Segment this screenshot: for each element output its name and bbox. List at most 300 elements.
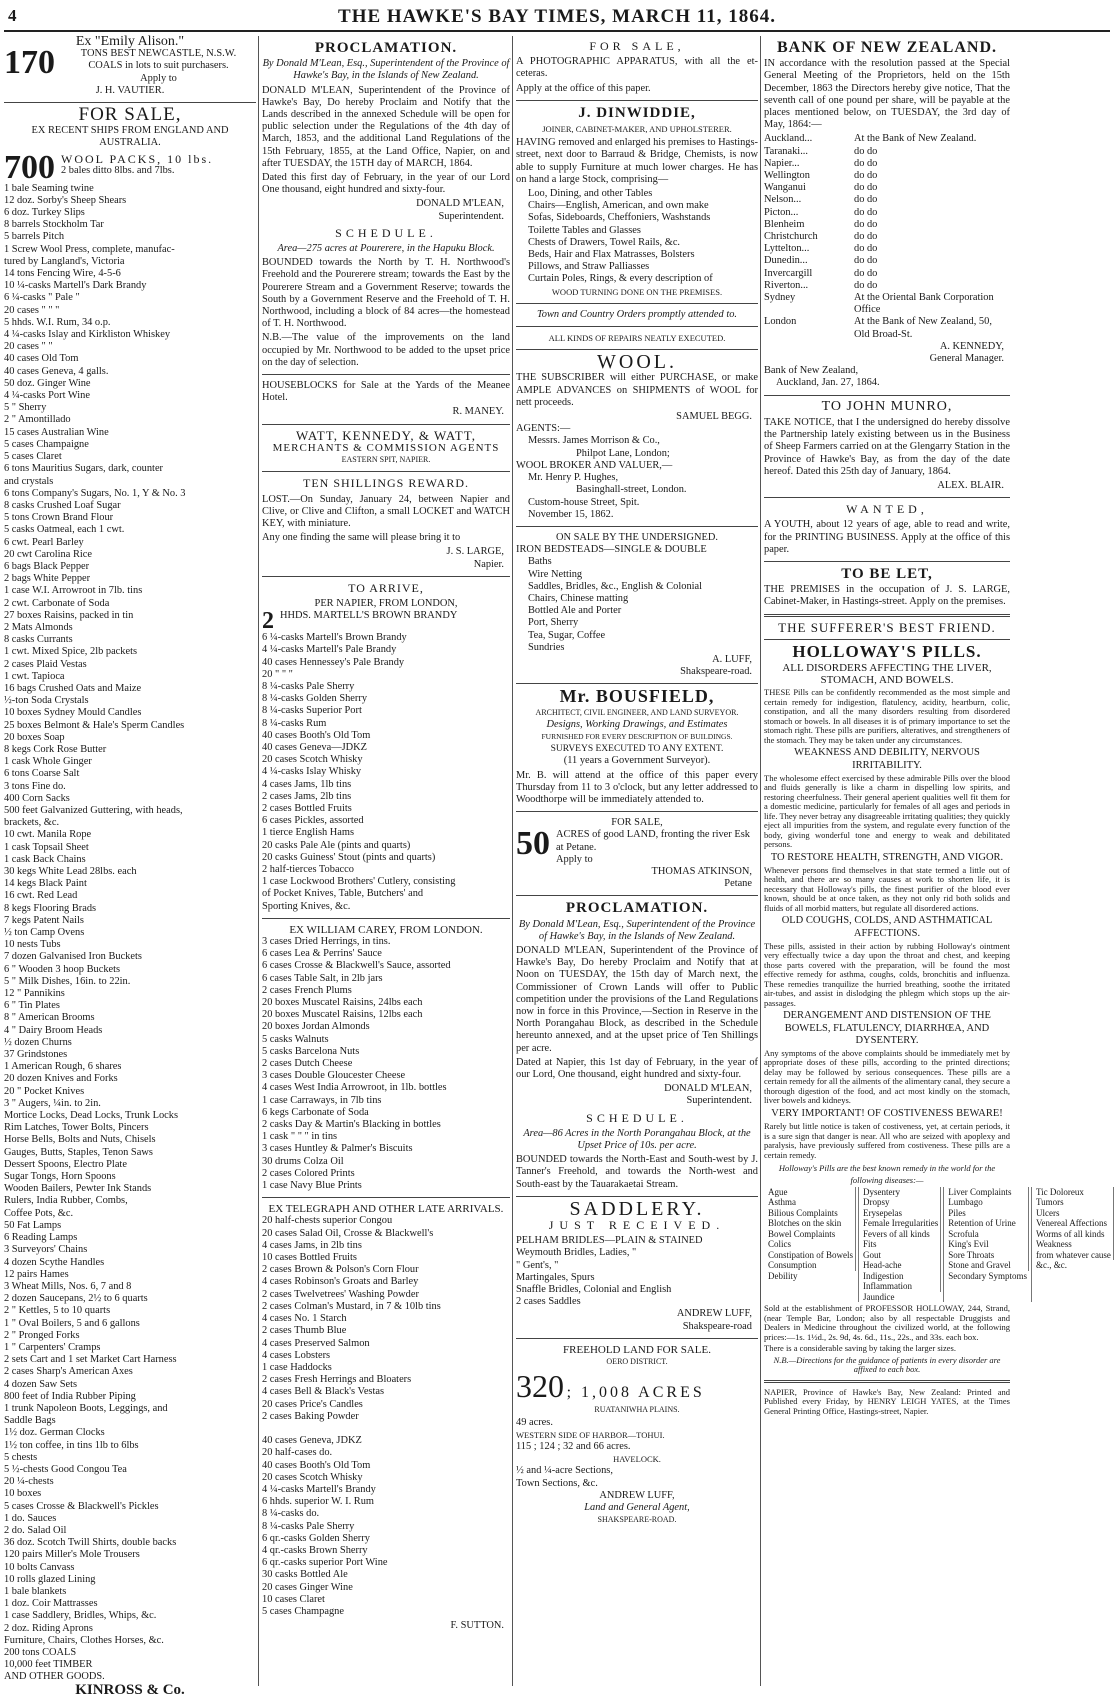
telegraph-item: 20 half-cases do. [262,1447,333,1459]
goods-item: 1 cask Back Chains [4,853,86,865]
disease-item: Bowel Complaints [766,1229,856,1240]
holloway-subheading-2: WEAKNESS AND DEBILITY, NERVOUS IRRITABILITY. [794,747,980,771]
carey-item: 5 casks Walnuts [262,1033,329,1045]
atkinson-signature-place: Petane [724,878,752,890]
disease-item: Jaundice [863,1291,895,1302]
telegraph-item: 4 cases Preserved Salmon [262,1337,370,1349]
arrive-item: 20 casks Guiness' Stout (pints and quarts) [262,851,436,863]
wool-body: THE SUBSCRIBER will either PURCHASE, or make AMPLE ADVANCES on SHIPMENTS of WOOL for nett proceeds. [516,372,758,408]
coal-ad-line: Apply to [140,72,177,84]
proclamation2-byline: By Donald M'Lean, Esq., Superintendent of the Province of Hawke's Bay, in the Islands of New Zealand. [518,918,756,942]
freehold-line: 49 acres. [516,1416,553,1428]
telegraph-item: 2 cases Twelvetrees' Washing Powder [262,1288,419,1300]
disease-item: Ague [766,1187,856,1198]
saddlery-item: PELHAM BRIDLES—PLAIN & STAINED [516,1235,703,1247]
munro-body: TAKE NOTICE, that I the undersigned do hereby dissolve the Partnership lately existing between us in the Business of Sheep Farmers carried on at the Glengarry Station in the Province of Hawke's Bay, as from the day of the date hereof. Dated this 25th day of January, 1864. [764,416,1010,477]
saddlery-item: Snaffle Bridles, Colonial and English [516,1284,672,1296]
goods-item: 8 barrels Stockholm Tar [4,219,104,231]
goods-item: Rulers, India Rubber, Combs, [4,1195,128,1207]
dinwiddie-stock [516,188,758,286]
stock-item: Beds, Hair and Flax Matrasses, Bolsters [528,249,695,261]
munro-heading: TO JOHN MUNRO, [821,398,953,414]
proclamation-byline: By Donald M'Lean, Esq., Superintendent of the Province of Hawke's Bay, in the Islands of New Zealand. [262,58,510,82]
bank-location-row [764,231,1010,243]
arrive-item: 2 half-tierces Tobacco [262,863,354,875]
disease-item: Fits [861,1239,941,1250]
bousfield-years: (11 years a Government Surveyor). [563,755,711,767]
wool-agent-line: Messrs. James Morrison & Co., [528,435,660,447]
telegraph-item: 20 cases Price's Candles [262,1398,363,1410]
bank-signature: A. KENNEDY, [939,340,1004,352]
carey-item: 2 casks Day & Martin's Blacking in bottles [262,1119,441,1131]
proclamation-heading: PROCLAMATION. [314,40,458,56]
bank-location-detail: At the Bank of New Zealand, 50, Old Broad-St. [854,316,992,340]
disease-item: Consumption [766,1260,856,1271]
goods-item: 4 ¼-casks Port Wine [4,390,90,402]
goods-item: 5 cases Crosse & Blackwell's Pickles [4,1500,159,1512]
freehold-plains: RUATANIWHA PLAINS. [594,1405,680,1415]
goods-item: ½-ton Soda Crystals [4,695,89,707]
holloway-paragraph: Any symptoms of the above complaints should be immediately met by appropriate doses of these pills, according to the printed directions; delay may be followed by serious consequences. These pills are a certain remedy for all the ailments of the alimentary canal, they secure a thorough digestion of the food, and act most kindly on the stomach, liver bowels and kidneys. [764,1047,1010,1106]
wool-agent-line: Philpot Lane, London; [576,447,670,459]
proclamation-signature-title: Superintendent. [438,210,504,222]
luff-body: IRON BEDSTEADS—SINGLE & DOUBLE [516,544,707,556]
reward-heading: TEN SHILLINGS REWARD. [303,476,469,491]
holloway-paragraph: THESE Pills can be confidently recommended as the most simple and certain remedy for indigestion, flatulency, acidity, heartburn, colic, constipation, and all the many disorders resulting from disordered stomach or bowels. In all diseases it is of primary importance to set the stomach right. These pills are purifiers, alteratives, and strengtheners of the stomach. They may be taken under any circumstances. [764,687,1010,745]
arrive-item: 2 cases Jams, 2lb tins [262,790,352,802]
holloway-subheading-4: OLD COUGHS, COLDS, AND ASTHMATICAL AFFECTIONS. [781,915,993,939]
carey-item: 3 cases Huntley & Palmer's Biscuits [262,1143,413,1155]
arrive-item: 8 ¼-casks Golden Sherry [262,693,368,705]
proclamation-signature: DONALD M'LEAN, [416,198,504,210]
freehold-signature: ANDREW LUFF, [599,1489,675,1501]
arrive-heading: TO ARRIVE, [348,580,424,595]
goods-item: 5 " Milk Dishes, 16in. to 22in. [4,975,131,987]
freehold-line: Town Sections, &c. [516,1477,598,1489]
goods-item: 1 " Carpenters' Cramps [4,1341,101,1353]
goods-item: Saddle Bags [4,1415,56,1427]
bank-location-row [764,146,1010,158]
goods-item: 1½ doz. German Clocks [4,1427,105,1439]
carey-item: 4 cases West India Arrowroot, in 1lb. bottles [262,1082,447,1094]
dinwiddie-heading: J. DINWIDDIE, [578,104,696,121]
goods-item: 200 tons COALS [4,1647,77,1658]
holloway-subheading: ALL DISORDERS AFFECTING THE LIVER, STOMACH, AND BOWELS. [782,661,992,687]
goods-item: AND OTHER GOODS. [4,1671,105,1683]
arrive-subheading: PER NAPIER, FROM LONDON, [314,597,458,609]
bank-location-detail: do do [854,194,878,206]
disease-item: Constipation of Bowels [766,1250,856,1261]
goods-item: 5 barrels Pitch [4,231,65,243]
goods-item: 36 doz. Scotch Twill Shirts, double backs [4,1537,177,1549]
goods-item: 20 cases " " " [4,304,60,316]
luff-item: Port, Sherry [528,617,579,629]
disease-item: from whatever cause [1034,1250,1114,1261]
carey-item: 3 cases Dried Herrings, in tins. [262,936,391,947]
disease-column [1032,1187,1116,1303]
disease-item: Colics [766,1239,856,1250]
bank-location-detail: At the Bank of New Zealand. [854,133,977,145]
carey-item: 3 cases Double Gloucester Cheese [262,1070,406,1082]
luff-item: Tea, Sugar, Coffee [528,629,606,641]
freehold-number: 320 [516,1368,564,1405]
disease-item: King's Evil [946,1239,1029,1250]
goods-item: 5 ½-chests Good Congou Tea [4,1463,127,1475]
goods-item: 120 pairs Miller's Mole Trousers [4,1549,140,1561]
goods-item: 16 cwt. Red Lead [4,890,78,902]
proclamation-body: DONALD M'LEAN, Superintendent of the Province of Hawke's Bay, Do hereby Proclaim and Notify that the Lands described in the annexed Schedule will be open for public selection under the Regulations of the 4th day of March, 1853, and the additional Land Regulations of the 15th February, 1855, at the Land Office, Napier, on and after TUESDAY, the 15TH day of MARCH, 1864. [262,84,510,169]
disease-item: Dropsy [861,1197,941,1208]
disease-item: Ulcers [1034,1208,1114,1219]
goods-item: 7 dozen Galvanised Iron Buckets [4,951,142,963]
carey-item: 5 casks Barcelona Nuts [262,1045,360,1057]
atkinson-heading: FOR SALE, [611,817,663,829]
disease-item: Blotches on the skin [766,1218,856,1229]
goods-item: 20 boxes Soap [4,731,65,743]
goods-item: 2 Mats Almonds [4,621,73,633]
goods-item: 3 Wheat Mills, Nos. 6, 7 and 8 [4,1280,132,1292]
wool-agent-line: Custom-house Street, Spit. [528,496,640,508]
freehold-acreage [516,1368,758,1405]
goods-item: 2 bags White Pepper [4,573,91,585]
stock-item: Chairs—English, American, and own make [528,200,709,212]
goods-item: Dessert Spoons, Electro Plate [4,1158,127,1170]
goods-item: 6 tons Coarse Salt [4,768,80,780]
coal-ad-line: TONS BEST NEWCASTLE, N.S.W. [80,48,237,60]
goods-item: 2 " Amontillado [4,414,71,426]
wool-packs-line: WOOL PACKS, 10 lbs. [61,151,214,166]
telegraph-item: 20 cases Scotch Whisky [262,1471,363,1483]
freehold-line: HAVELOCK. [613,1454,661,1465]
goods-item: 1 cask Topsail Sheet [4,841,89,853]
goods-item: 50 Fat Lamps [4,1219,62,1231]
telegraph-item: 40 cases Geneva, JDKZ [262,1435,362,1447]
bank-location-detail: do do [854,231,878,243]
bousfield-subheading: ARCHITECT, CIVIL ENGINEER, AND LAND SURVEYOR. [535,707,739,717]
carey-item: 30 drums Colza Oil [262,1155,344,1167]
bank-location-name: London [764,316,797,328]
goods-item: 3 tons Fine do. [4,780,66,792]
goods-item: 10 cwt. Manila Rope [4,829,92,841]
bank-location-name: Lyttelton... [764,243,810,255]
arrive-item: 40 cases Geneva—JDKZ [262,741,368,753]
disease-item: Fevers of all kinds [861,1229,941,1240]
bank-location-name: Blenheim [764,218,805,230]
goods-item: 40 cases Geneva, 4 galls. [4,365,109,377]
disease-item: Weakness [1034,1239,1114,1250]
disease-item: Sore Throats [946,1250,1029,1261]
newspaper-title: THE HAWKE'S BAY TIMES, MARCH 11, 1864. [338,6,776,27]
goods-item: 20 cases " " [4,341,53,353]
freehold-line: ½ and ¼-acre Sections, [516,1465,613,1477]
goods-item: ½ ton Camp Ovens [4,927,85,939]
bank-location-name: Napier... [764,157,800,169]
wool-agents: AGENTS:— [516,423,571,435]
goods-item: 8 casks Crushed Loaf Sugar [4,499,121,511]
bank-location-name: Dunedin... [764,255,808,267]
schedule-heading: SCHEDULE. [335,225,437,240]
arrive-item: 4 ¼-casks Martell's Pale Brandy [262,644,397,656]
bank-location-row [764,280,1010,292]
telegraph-item: 6 hhds. superior W. I. Rum [262,1496,374,1508]
goods-item: 20 ¼-chests [4,1476,54,1488]
goods-item: tured by Langland's, Victoria [4,255,125,267]
disease-item: Piles [946,1208,1029,1219]
column-3 [516,36,758,1686]
goods-item: 20 " Pocket Knives [4,1085,85,1097]
freehold-signature-address: SHAKSPEARE-ROAD. [597,1515,677,1525]
luff-heading: ON SALE BY THE UNDERSIGNED. [556,531,718,543]
disease-item: Indigestion [861,1271,941,1282]
schedule2-body: BOUNDED towards the North-East and South-west by J. Tanner's Freehold, and towards the North-west and South-east by the Tauarakaetai Stream. [516,1154,758,1190]
bank-location-detail: do do [854,182,878,194]
goods-item: 6 doz. Turkey Slips [4,207,85,219]
arrive-item: 20 casks Pale Ale (pints and quarts) [262,839,411,851]
goods-item: 5 hhds. W.I. Rum, 34 o.p. [4,316,111,328]
goods-item: 500 feet Galvanized Guttering, with heads, [4,804,183,816]
goods-item: 3 Surveyors' Chains [4,1244,88,1256]
goods-item: 50 doz. Ginger Wine [4,377,91,389]
coal-ad-line: COALS in lots to suit purchasers. [88,60,229,72]
bank-location-row [764,255,1010,267]
sutton-signature: F. SUTTON. [450,1620,504,1632]
bousfield-body: Mr. B. will attend at the office of this paper every Thursday from 11 to 3 o'clock, but any letter addressed to Woodthorpe will be immediately attended to. [516,769,758,805]
disease-item: Dysentery [861,1187,941,1198]
dinwiddie-repairs: ALL KINDS OF REPAIRS NEATLY EXECUTED. [548,333,726,344]
goods-item: 8 " American Brooms [4,1012,95,1024]
goods-item: 1 American Rough, 6 shares [4,1061,122,1073]
bank-location-name: Picton... [764,206,799,218]
stock-item: Sofas, Sideboards, Cheffoniers, Washstands [528,212,711,224]
arrive-item: of Pocket Knives, Table, Butchers' and [262,888,424,900]
bank-footer-date: Auckland, Jan. 27, 1864. [776,377,880,389]
bank-location-row [764,207,1010,219]
goods-item: 16 bags Crushed Oats and Maize [4,682,142,694]
saddlery-signature-address: Shakspeare-road [682,1320,752,1332]
bank-location-detail: do do [854,255,878,267]
saddlery-item: 2 cases Saddles [516,1296,581,1308]
arrive-item: 4 cases Jams, 1lb tins [262,778,352,790]
luff-item: Wire Netting [528,568,583,580]
bank-location-detail: do do [854,145,878,157]
goods-item: 800 feet of India Rubber Piping [4,1390,136,1402]
arrive-item: 8 ¼-casks Pale Sherry [262,680,355,692]
column-2 [262,36,510,1686]
arrive-item: 1 tierce English Hams [262,827,355,839]
atkinson-body: ACRES of good LAND, fronting the river Esk at Petane. [556,829,750,853]
masthead [0,6,1114,28]
goods-item: 15 cases Australian Wine [4,426,109,438]
carey-item: 6 cases Lea & Perrins' Sauce [262,948,382,960]
disease-item: Scrofula [946,1229,1029,1240]
holloway-subheading-3: TO RESTORE HEALTH, STRENGTH, AND VIGOR. [770,851,1004,863]
bank-location-row [764,219,1010,231]
holloway-paragraph: N.B.—Directions for the guidance of patients in every disorder are affixed to each box. [773,1354,1001,1375]
wool-agent-line: WOOL BROKER AND VALUER,— [516,459,673,471]
goods-item: Coffee Pots, &c. [4,1207,74,1219]
goods-item: 10 boxes Sydney Mould Candles [4,707,142,719]
goods-item: 4 " Dairy Broom Heads [4,1024,103,1036]
goods-item: 40 cases Old Tom [4,353,79,365]
goods-item: 12 pairs Hames [4,1268,69,1280]
carey-item: 6 cases Crosse & Blackwell's Sauce, assorted [262,960,451,972]
goods-item: 1 bale Seaming twine [4,182,94,194]
coal-ad-title: Ex "Emily Alison." [75,34,185,49]
disease-item: Stone and Gravel [946,1260,1029,1271]
bank-location-detail: do do [854,267,878,279]
goods-item: 5 cases Champaigne [4,438,89,450]
arrive-item: 8 ¼-casks Rum [262,717,327,729]
disease-item: Liver Complaints [946,1187,1029,1198]
bousfield-designs: Designs, Working Drawings, and Estimates [546,718,728,730]
telegraph-item: 1 case Haddocks [262,1361,332,1373]
carey-item: 6 kegs Carbonate of Soda [262,1106,369,1118]
wool-packs-number: 700 [4,148,55,186]
luff-list [516,556,758,654]
goods-item: 10 bolts Canvass [4,1561,75,1573]
bousfield-furnished: FURNISHED FOR EVERY DESCRIPTION OF BUILDINGS. [541,731,733,741]
arrive-first [262,608,510,635]
goods-item: 4 ¼-casks Islay and Kirkliston Whiskey [4,329,171,341]
bank-location-row [764,292,1010,316]
disease-item: Female Irregularities [861,1218,941,1229]
telegraph-item: 6 qr.-casks Golden Sherry [262,1532,370,1544]
bank-location-detail: At the Oriental Bank Corporation Office [854,292,994,316]
bank-location-detail: do do [854,218,878,230]
coal-ad-line: J. H. VAUTIER. [95,84,165,96]
goods-item: 12 " Pannikins [4,988,65,1000]
carey-item: 20 boxes Jordan Almonds [262,1021,370,1033]
arrive-item: 1 case Lockwood Brothers' Cutlery, consisting [262,876,456,888]
goods-item: 5 chests [4,1451,38,1463]
goods-item: Sugar Tongs, Horn Spoons [4,1171,116,1183]
freehold-line: 115 ; 124 ; 32 and 66 acres. [516,1440,631,1452]
goods-item: 7 kegs Patent Nails [4,914,84,926]
disease-item: Retention of Urine [946,1218,1029,1229]
dinwiddie-subheading: JOINER, CABINET-MAKER, AND UPHOLSTERER. [542,124,732,135]
goods-item: 1 Screw Wool Press, complete, manufac- [4,243,175,255]
disease-item: Gout [861,1250,941,1261]
to-let-heading: TO BE LET, [841,565,933,582]
goods-item: 8 casks Currants [4,634,73,646]
goods-item: 8 kegs Flooring Brads [4,902,97,914]
bank-location-row [764,170,1010,182]
holloway-paragraph: Whenever persons find themselves in that state termed a little out of health, and there are so many causes at work to shorten life, it is necessary that Holloway's pills, the finest purifier of the blood ever known, should be at once taken, as they not only rid both solids and fluids of all morbid matters, but regulate all disordered actions. [764,864,1010,913]
goods-item: 6 bags Black Pepper [4,560,90,572]
arrive-item: Sporting Knives, &c. [262,900,351,912]
carey-item: 2 cases French Plums [262,984,352,996]
goods-item: 2 sets Cart and 1 set Market Cart Harness [4,1354,177,1366]
goods-item: 1 " Oval Boilers, 5 and 6 gallons [4,1317,140,1329]
watt-kennedy-line: MERCHANTS & COMMISSION AGENTS [272,441,500,454]
telegraph-item: 20 cases Ginger Wine [262,1581,353,1593]
munro-signature: ALEX. BLAIR. [937,479,1004,491]
carey-item: 1 case Navy Blue Prints [262,1180,362,1192]
bank-location-detail: do do [854,243,878,255]
kinross-signature: KINROSS & Co. [75,1681,185,1698]
wool-agent-line: Mr. Henry P. Hughes, [528,472,619,484]
bank-location-row [764,133,1010,145]
luff-item: Sundries [528,641,565,653]
arrive-item: 6 cases Pickles, assorted [262,815,364,827]
proclamation2-signature-title: Superintendent. [686,1095,752,1107]
luff-item: Saddles, Bridles, &c., English & Colonial [528,580,703,592]
goods-item: 30 kegs White Lead 28lbs. each [4,866,137,877]
carey-item: 20 boxes Muscatel Raisins, 12lbs each [262,1009,423,1021]
goods-item: 27 boxes Raisins, packed in tin [4,609,134,621]
goods-item: 1 bale blankets [4,1585,67,1597]
disease-item: Asthma [766,1197,856,1208]
carey-item: 20 boxes Muscatel Raisins, 24lbs each [262,997,423,1009]
stock-item: Toilette Tables and Glasses [528,224,641,236]
bank-location-detail: do do [854,157,878,169]
bank-location-name: Wellington [764,170,810,182]
arrive-first-line: HHDS. MARTELL'S BROWN BRANDY [280,610,458,622]
for-sale-subheading: EX RECENT SHIPS FROM ENGLAND AND AUSTRALIA. [31,125,229,149]
goods-item: 2 cases Sharp's American Axes [4,1366,133,1378]
disease-column [859,1187,944,1303]
carey-list [262,936,510,1192]
telegraph-item: 4 cases No. 1 Starch [262,1313,347,1325]
holloway-disease-table [764,1186,1111,1303]
goods-item: and crystals [4,475,54,487]
goods-item: Furniture, Chairs, Clothes Horses, &c. [4,1634,164,1646]
telegraph-item: 4 cases Lobsters [262,1349,331,1361]
arrive-item: 2 cases Bottled Fruits [262,802,352,814]
bank-body: IN accordance with the resolution passed at the Special General Meeting of the Proprietors, held on the 15th December, 1863 the Directors hereby give notice, That the seventh call of one pound per share, will be payable at the places mentioned below, on TUESDAY, the 3rd day of May, 1864:— [764,58,1010,131]
wanted-body: A YOUTH, about 12 years of age, able to read and write, for the PRINTING BUSINESS. Apply at the office of this paper. [764,519,1010,555]
photo-heading: FOR SALE, [589,39,685,53]
goods-item: 1½ ton coffee, in tins 1lb to 6lbs [4,1439,139,1451]
carey-item: 1 case Carraways, in 7lb tins [262,1094,382,1106]
holloway-top-heading: THE SUFFERER'S BEST FRIEND. [778,619,996,635]
freehold-acres: ; 1,008 ACRES [566,1384,705,1402]
goods-item: 1 case W.I. Arrowroot in 7lb. tins [4,585,143,597]
dinwiddie-orders: Town and Country Orders promptly attended to. [536,308,738,320]
goods-item: 2 dozen Saucepans, 2½ to 6 quarts [4,1293,148,1305]
goods-item: 5 casks Oatmeal, each 1 cwt. [4,524,125,536]
goods-item: 10,000 feet TIMBER [4,1659,93,1671]
goods-item: brackets, &c. [4,817,60,829]
goods-item: 10 nests Tubs [4,939,61,951]
bank-footer: Bank of New Zealand, [764,365,859,377]
goods-item: 6 " Tin Plates [4,1000,60,1012]
goods-item: 37 Grindstones [4,1049,68,1061]
goods-item: 1 cask Whole Ginger [4,756,92,768]
telegraph-item: 2 cases Baking Powder [262,1410,359,1422]
holloway-table-heading: Holloway's Pills are the best known remedy in the world for the following diseases:— [778,1163,996,1186]
schedule-area: Area—275 acres at Pourerere, in the Hapuku Block. [277,243,495,255]
telegraph-item: 2 cases Thumb Blue [262,1325,347,1337]
schedule2-heading: SCHEDULE. [586,1110,688,1125]
atkinson-ad [516,825,758,866]
schedule-nb: N.B.—The value of the improvements on the land occupied by Mr. Northwood to be added to the upset price on the day of selection. [262,332,510,368]
telegraph-item: 4 ¼-casks Martell's Brandy [262,1483,376,1495]
goods-item: 1 cwt. Mixed Spice, 2lb packets [4,646,138,658]
proclamation2-body: DONALD M'LEAN, Superintendent of the Province of Hawke's Bay, Do hereby Proclaim and Notify that at Noon on TUESDAY, the 15th day of March next, the Commissioner of Crown Lands will offer to Public competition under the provisions of the Land Regulations now in force in this Province,—Section in Reserve in the North Porangahau Block, as described in the Schedule hereunto annexed, and at the upset price of Ten Shillings per acre. [516,945,758,1054]
column-1 [4,34,256,1698]
arrive-number: 2 [262,608,274,635]
saddlery-item: " Gent's, " [516,1259,559,1271]
telegraph-item: 2 cases Colman's Mustard, in 7 & 10lb tins [262,1300,441,1312]
bousfield-surveys: SURVEYS EXECUTED TO ANY EXTENT. [550,744,724,755]
atkinson-number: 50 [516,825,550,863]
holloway-paragraph: There is a considerable saving by taking the larger sizes. [764,1343,956,1354]
goods-item: 10 boxes [4,1488,42,1500]
saddlery-item: Martingales, Spurs [516,1271,595,1283]
disease-item: Head-ache [861,1260,941,1271]
holloway-paragraph: Sold at the establishment of PROFESSOR HOLLOWAY, 244, Strand, (near Temple Bar, London; also by all respectable Druggists and Dealers in Medicine throughout the civilized world, at the following prices:—1s. 1½d., 2s. 9d, 4s. 6d., 11s., 22s., and 33s. each box. [764,1303,1010,1342]
